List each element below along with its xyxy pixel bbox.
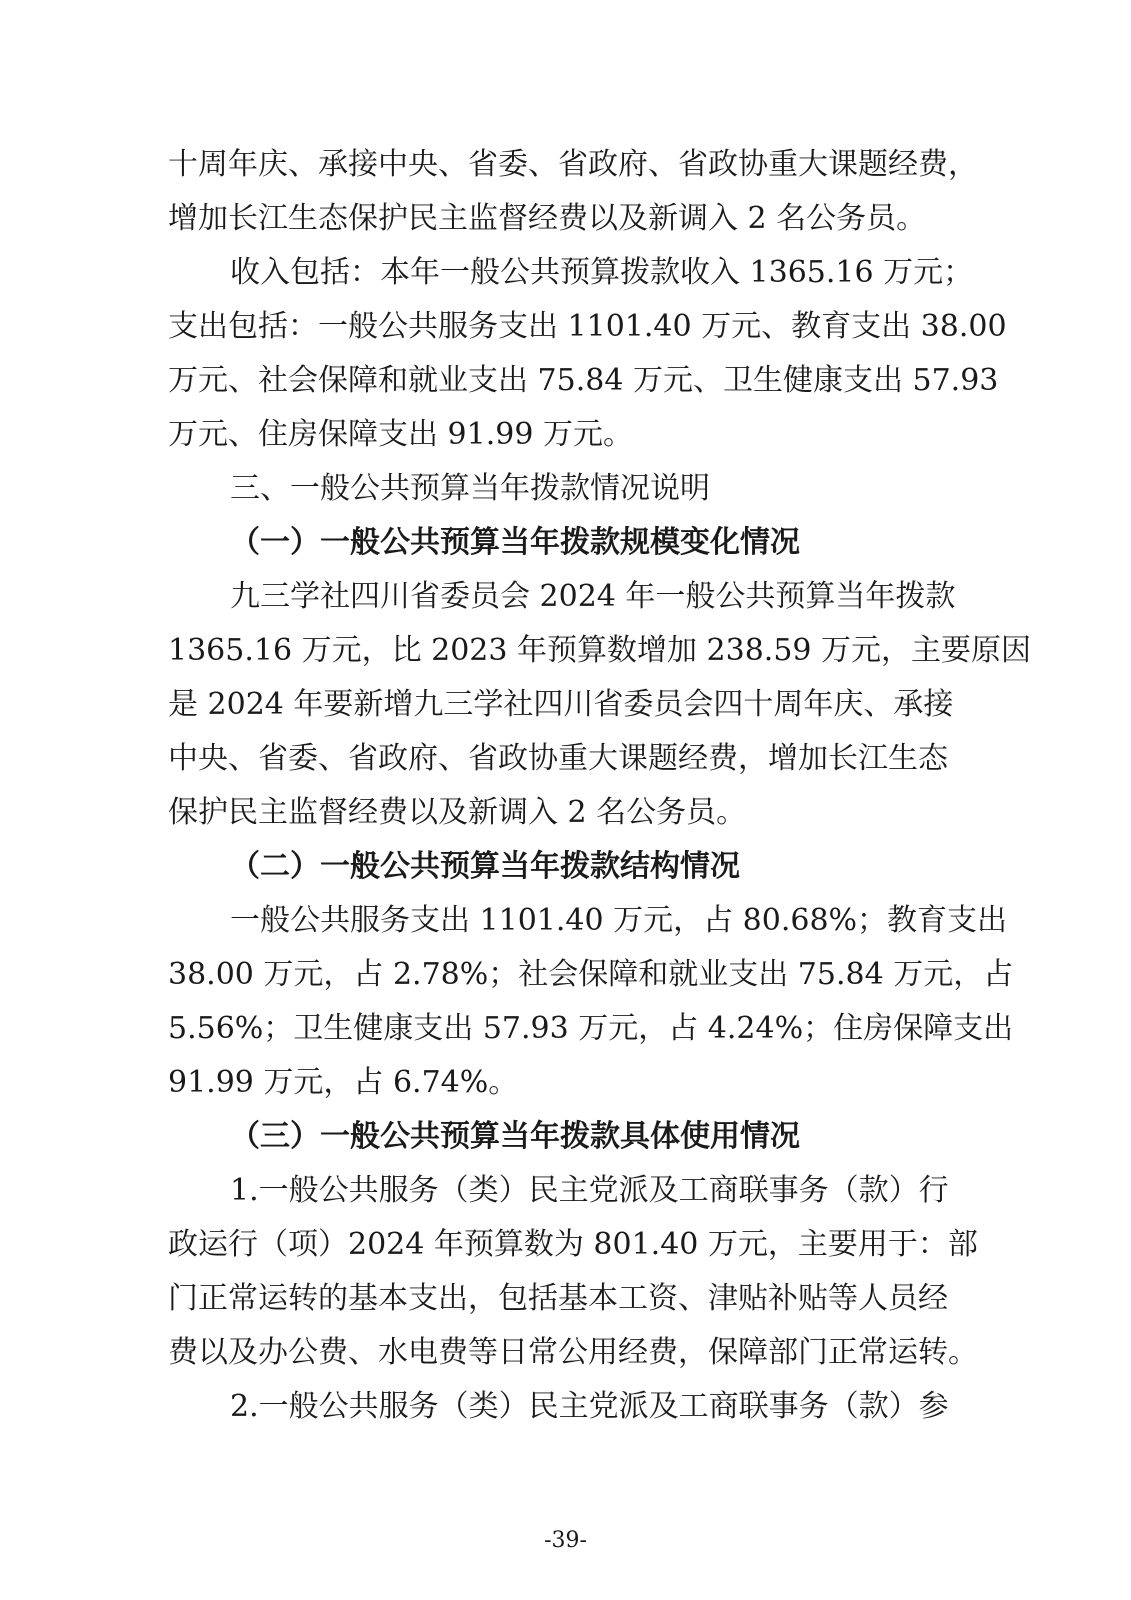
subheading-usage: （三）一般公共预算当年拨款具体使用情况: [230, 1119, 800, 1154]
subheading-scale-change: （一）一般公共预算当年拨款规模变化情况: [230, 525, 800, 560]
text-line: 九三学社四川省委员会 2024 年一般公共预算当年拨款: [230, 579, 956, 614]
text-line: 增加长江生态保护民主监督经费以及新调入 2 名公务员。: [168, 201, 927, 236]
text-line: 38.00 万元，占 2.78%；社会保障和就业支出 75.84 万元，占: [168, 957, 1014, 992]
text-line: 政运行（项）2024 年预算数为 801.40 万元，主要用于：部: [168, 1227, 978, 1262]
text-line: 2.一般公共服务（类）民主党派及工商联事务（款）参: [230, 1389, 949, 1424]
page-number: -39-: [544, 1528, 587, 1553]
text-line: 收入包括：本年一般公共预算拨款收入 1365.16 万元；: [230, 255, 974, 290]
text-line: 是 2024 年要新增九三学社四川省委员会四十周年庆、承接: [168, 687, 954, 722]
text-line: 保护民主监督经费以及新调入 2 名公务员。: [168, 795, 747, 830]
subheading-structure: （二）一般公共预算当年拨款结构情况: [230, 849, 740, 884]
text-line: 支出包括：一般公共服务支出 1101.40 万元、教育支出 38.00: [168, 309, 1007, 344]
text-line: 十周年庆、承接中央、省委、省政府、省政协重大课题经费，: [168, 147, 978, 182]
text-line: 万元、社会保障和就业支出 75.84 万元、卫生健康支出 57.93: [168, 363, 999, 398]
text-line: 费以及办公费、水电费等日常公用经费，保障部门正常运转。: [168, 1335, 978, 1370]
document-body: [168, 138, 1032, 1434]
text-line: 门正常运转的基本支出，包括基本工资、津贴补贴等人员经: [168, 1281, 948, 1316]
text-line: 91.99 万元，占 6.74%。: [168, 1065, 519, 1100]
text-line: 中央、省委、省政府、省政协重大课题经费，增加长江生态: [168, 741, 948, 776]
text-line: 5.56%；卫生健康支出 57.93 万元，占 4.24%；住房保障支出: [168, 1011, 1014, 1046]
text-line: 一般公共服务支出 1101.40 万元，占 80.68%；教育支出: [230, 903, 1008, 938]
section-heading: 三、一般公共预算当年拨款情况说明: [230, 471, 710, 506]
text-line: 1365.16 万元，比 2023 年预算数增加 238.59 万元，主要原因: [168, 633, 1032, 668]
text-line: 1.一般公共服务（类）民主党派及工商联事务（款）行: [230, 1173, 949, 1208]
text-line: 万元、住房保障支出 91.99 万元。: [168, 417, 633, 452]
